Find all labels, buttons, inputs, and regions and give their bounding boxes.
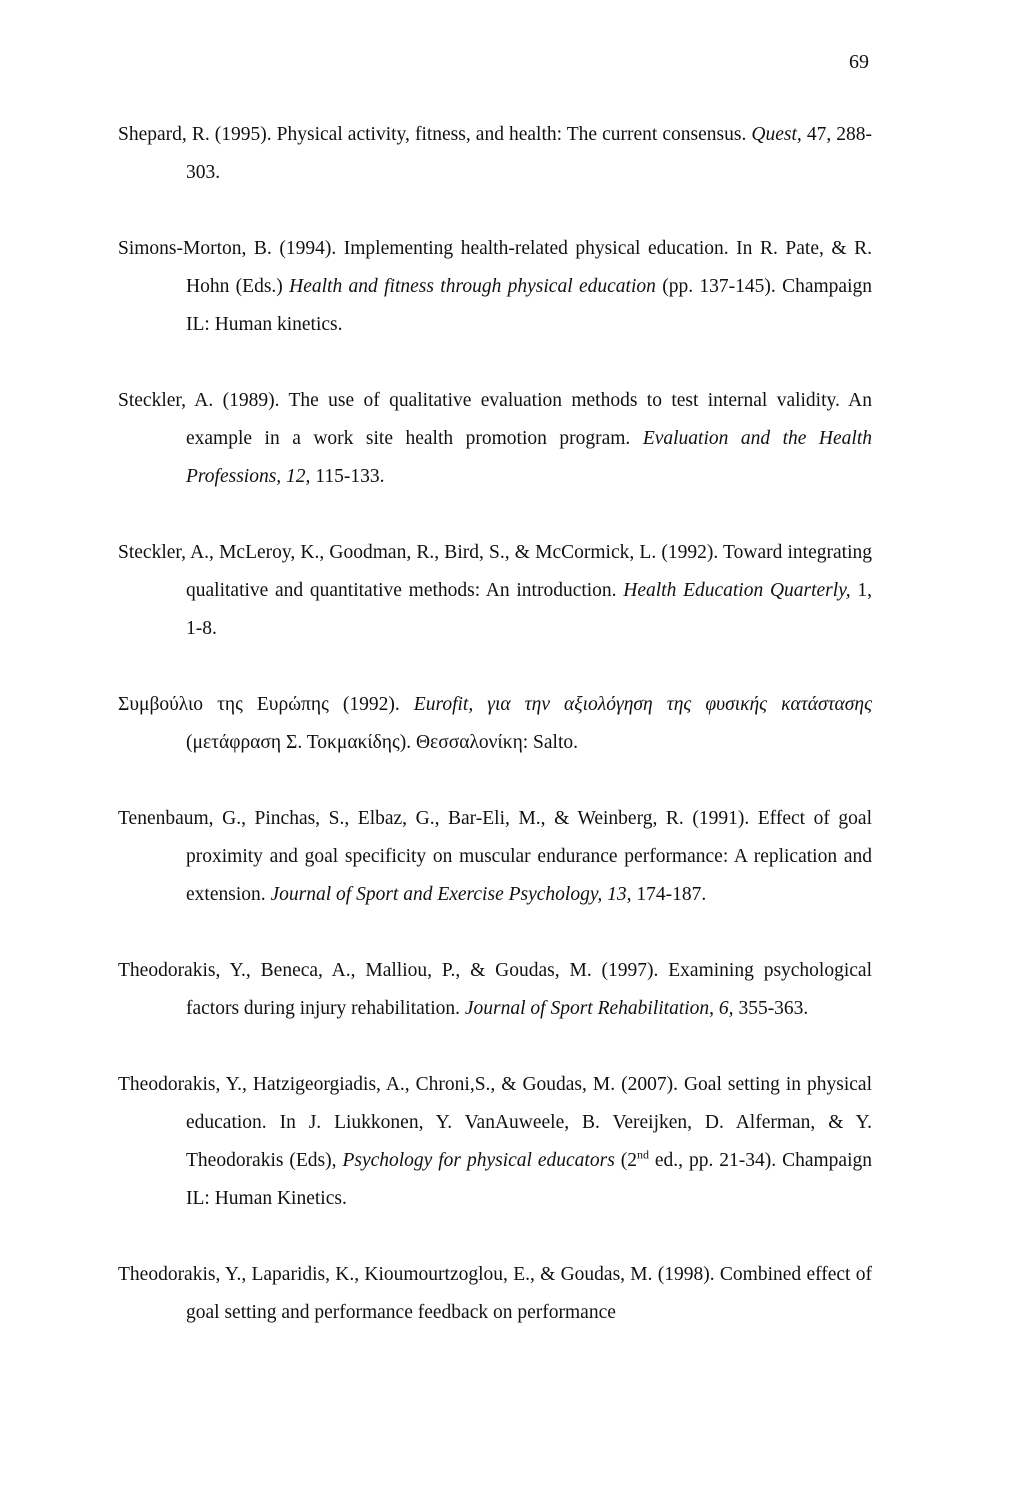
reference-source-title: Eurofit, για την αξιολόγηση της φυσικής κατάστασης <box>413 694 872 715</box>
reference-source-title: Journal of Sport and Exercise Psychology, 13, <box>270 884 632 905</box>
reference-text: Theodorakis, Y., Hatzigeorgiadis, A., Chroni,S., & Goudas, M. (2007). Goal setting in physical education. In J. Liukkonen, Y. VanAuweele, B. Vereijken, D. Alferman, & Y. Theodorakis (Eds), <box>118 1074 872 1171</box>
reference-text: (μετάφραση Σ. Τοκμακίδης). Θεσσαλονίκη: Salto. <box>186 732 579 753</box>
reference-text: Simons-Morton, B. (1994). Implementing health-related physical education. In R. Pate, & R. Hohn (Eds.) <box>118 238 872 297</box>
reference-entry <box>118 116 872 192</box>
reference-text: ed., pp. 21-34). Champaign IL: Human Kinetics. <box>186 1150 872 1209</box>
reference-text: Theodorakis, Y., Beneca, A., Malliou, P., & Goudas, M. (1997). Examining psychological factors during injury rehabilitation. <box>118 960 872 1019</box>
reference-source-title: Psychology for physical educators <box>342 1150 615 1171</box>
reference-source-title: Evaluation and the Health Professions, 12, <box>186 428 873 487</box>
reference-text: 174-187. <box>631 884 707 905</box>
reference-text: Συμβούλιο της Ευρώπης (1992). <box>118 694 414 715</box>
reference-text: Shepard, R. (1995). Physical activity, fitness, and health: The current consensus. <box>118 124 752 145</box>
reference-entry <box>118 1256 872 1332</box>
ordinal-superscript: nd <box>636 1147 649 1162</box>
reference-text: Steckler, A., McLeroy, K., Goodman, R., Bird, S., & McCormick, L. (1992). Toward integrating qualitative and quantitative methods: An introduction. <box>118 542 872 601</box>
reference-text: Steckler, A. (1989). The use of qualitative evaluation methods to test internal validity. An example in a work site health promotion program. <box>118 390 872 449</box>
reference-entry <box>118 230 872 344</box>
reference-text: Tenenbaum, G., Pinchas, S., Elbaz, G., Bar-Eli, M., & Weinberg, R. (1991). Effect of goal proximity and goal specificity on muscular endurance performance: A replication and extension. <box>118 808 872 905</box>
reference-source-title: Health Education Quarterly, <box>623 580 851 601</box>
reference-text: 355-363. <box>733 998 809 1019</box>
page-number: 69 <box>849 51 869 73</box>
reference-text: 115-133. <box>310 466 385 487</box>
reference-entry <box>118 534 872 648</box>
reference-list <box>118 116 872 1370</box>
reference-text: 1, 1-8. <box>186 580 872 639</box>
reference-text: (2 <box>614 1150 637 1171</box>
reference-text: Theodorakis, Y., Laparidis, K., Kioumourtzoglou, E., & Goudas, M. (1998). Combined effect of goal setting and performance feedback on performance <box>118 1264 872 1323</box>
reference-text: 47, 288-303. <box>186 124 872 183</box>
reference-source-title: Journal of Sport Rehabilitation, 6, <box>464 998 734 1019</box>
reference-entry <box>118 952 872 1028</box>
reference-entry <box>118 1066 872 1218</box>
reference-source-title: Quest, <box>751 124 802 145</box>
reference-entry <box>118 686 872 762</box>
reference-text: (pp. 137-145). Champaign IL: Human kinetics. <box>186 276 873 335</box>
reference-entry <box>118 800 872 914</box>
reference-source-title: Health and fitness through physical education <box>289 276 656 297</box>
reference-entry <box>118 382 872 496</box>
